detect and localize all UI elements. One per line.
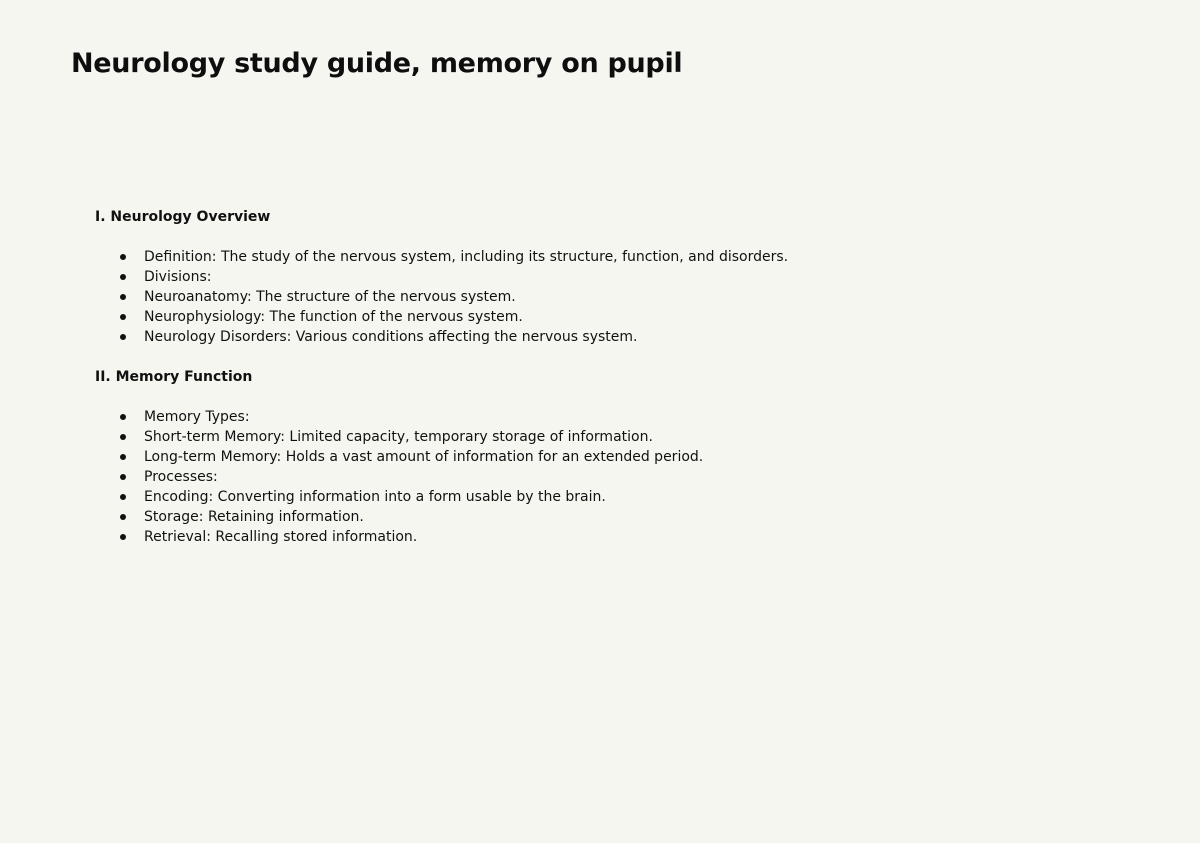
list-item-text: Memory Types:	[144, 409, 250, 425]
list-item-text: Long-term Memory: Holds a vast amount of information for an extended period.	[144, 449, 704, 465]
bullet-icon	[120, 414, 126, 420]
list-item-text: Divisions:	[144, 269, 212, 285]
bullet-icon	[120, 314, 126, 320]
list-item	[95, 527, 1095, 547]
bullet-icon	[120, 454, 126, 460]
document-body	[95, 207, 1095, 567]
list-item	[95, 327, 1095, 347]
list-item	[95, 507, 1095, 527]
list-item-text: Definition: The study of the nervous system, including its structure, function, and disorders.	[144, 249, 789, 265]
list-item	[95, 307, 1095, 327]
bullet-icon	[120, 474, 126, 480]
neurology-overview-list	[95, 247, 1095, 347]
list-item	[95, 427, 1095, 447]
bullet-icon	[120, 254, 126, 260]
section-heading-neurology-overview: I. Neurology Overview	[95, 209, 271, 225]
bullet-icon	[120, 274, 126, 280]
bullet-icon	[120, 434, 126, 440]
list-item-text: Neuroanatomy: The structure of the nervous system.	[144, 289, 516, 305]
list-item-text: Encoding: Converting information into a form usable by the brain.	[144, 489, 606, 505]
memory-function-list	[95, 407, 1095, 547]
list-item	[95, 247, 1095, 267]
list-item	[95, 487, 1095, 507]
list-item-text: Processes:	[144, 469, 218, 485]
list-item	[95, 467, 1095, 487]
list-item-text: Neurology Disorders: Various conditions affecting the nervous system.	[144, 329, 638, 345]
list-item-text: Retrieval: Recalling stored information.	[144, 529, 418, 545]
bullet-icon	[120, 534, 126, 540]
bullet-icon	[120, 494, 126, 500]
list-item	[95, 287, 1095, 307]
page-title: Neurology study guide, memory on pupil	[71, 48, 683, 79]
list-item-text: Storage: Retaining information.	[144, 509, 364, 525]
list-item	[95, 447, 1095, 467]
bullet-icon	[120, 514, 126, 520]
section-heading-memory-function: II. Memory Function	[95, 369, 253, 385]
bullet-icon	[120, 334, 126, 340]
bullet-icon	[120, 294, 126, 300]
list-item-text: Short-term Memory: Limited capacity, temporary storage of information.	[144, 429, 653, 445]
list-item-text: Neurophysiology: The function of the nervous system.	[144, 309, 523, 325]
list-item	[95, 267, 1095, 287]
list-item	[95, 407, 1095, 427]
